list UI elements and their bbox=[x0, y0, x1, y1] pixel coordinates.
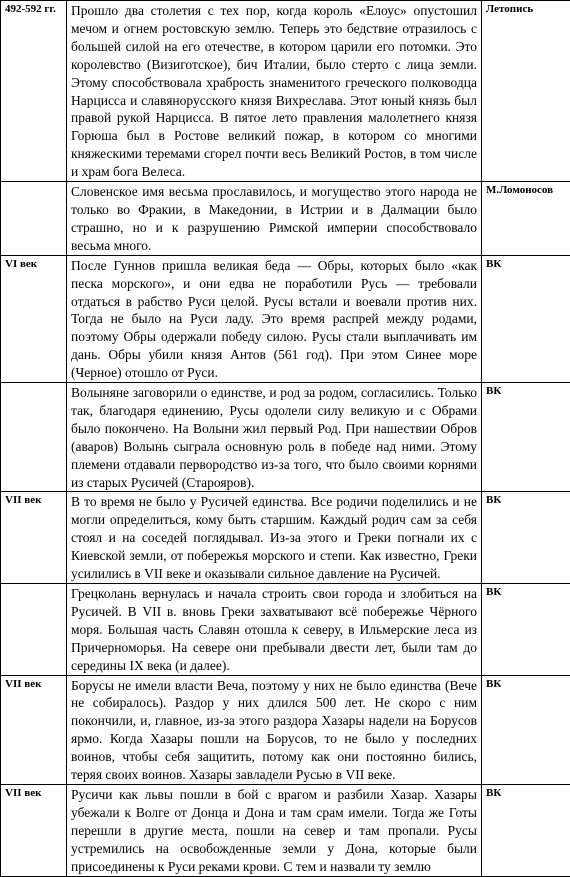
row-date: VII век bbox=[1, 675, 67, 784]
row-text: Грецколань вернулась и начала строить свои города и злобиться на Русичей. В VII в. вновь Греки захватывают всё побережье Чёрного моря. Большая часть Славян отошла к северу, в Ильмерские леса из Причерноморья. На севере они пребывали двести лет, были там до середины IX века (и далее). bbox=[67, 584, 482, 676]
row-text: Русичи как львы пошли в бой с врагом и разбили Хазар. Хазары убежали к Волге от Донца и Дона и там срам имели. Тогда же Готы перешли в другие места, пошли на север и там пропали. Русы устремились на освобожденные земли у Дона, которые были присоединены к Руси реками крови. С тем и назвали ту землю bbox=[67, 784, 482, 876]
row-text: В то время не было у Русичей единства. Все родичи поделились и не могли определиться, кому быть старшим. Каждый родич сам за себя стоял и на соседей поглядывал. Из-за этого и Греки погнали их с Киевской земли, от побережья морского и степи. Как известно, Греки усилились в VII веке и оказывали сильное давление на Русичей. bbox=[67, 492, 482, 584]
row-date bbox=[1, 182, 67, 256]
row-source: ВК bbox=[482, 784, 570, 876]
row-date bbox=[1, 383, 67, 492]
row-date bbox=[1, 584, 67, 676]
table-row bbox=[1, 675, 570, 784]
table-row bbox=[1, 383, 570, 492]
row-text: Прошло два столетия с тех пор, когда король «Елоус» опустошил мечом и огнем ростовскую землю. Теперь это бедствие отразилось с большей силой на его отечестве, в котором царили его потомки. Это королевство (Визиготское), бич Италии, было стерто с лица земли. Этому способствовала храбрость знаменитого греческого полководца Нарцисса и славянорусского князя Вихреслава. Этот юный князь был правой рукой Нарцисса. В пятое лето правления малолетнего князя Горюша был в Ростове великий пожар, в котором со многими княжескими теремами сгорел почти весь Великий Ростов, в том числе и храм бога Велеса. bbox=[67, 1, 482, 182]
row-source: М.Ломоносов bbox=[482, 182, 570, 256]
table-row bbox=[1, 182, 570, 256]
table-row bbox=[1, 1, 570, 182]
table-row bbox=[1, 255, 570, 382]
table-row bbox=[1, 784, 570, 876]
row-source: Летопись bbox=[482, 1, 570, 182]
row-source: ВК bbox=[482, 675, 570, 784]
row-date: VI век bbox=[1, 255, 67, 382]
table-row bbox=[1, 584, 570, 676]
row-text: После Гуннов пришла великая беда — Обры, которых было «как песка морского», и они едва не поработили Русь — требовали отдаться в рабство Руси целой. Русы встали и воевали против них. Тогда не было на Руси ладу. Это время распрей между родами, поэтому Обры одержали победу силою. Русы стали выплачивать им дань. Обры убили князя Антов (561 год). При этом Синее море (Черное) отошло от Руси. bbox=[67, 255, 482, 382]
row-date: 492-592 гг. bbox=[1, 1, 67, 182]
row-source: ВК bbox=[482, 492, 570, 584]
row-source: ВК bbox=[482, 383, 570, 492]
row-date: VII век bbox=[1, 492, 67, 584]
table-row bbox=[1, 492, 570, 584]
row-text: Словенское имя весьма прославилось, и могущество этого народа не только во Фракии, в Македонии, в Истрии и в Далмации было страшно, но и к разрушению Римской империи способствовало весьма много. bbox=[67, 182, 482, 256]
row-date: VII век bbox=[1, 784, 67, 876]
row-text: Волыняне заговорили о единстве, и род за родом, согласились. Только так, благодаря единению, Русы одолели силу великую и с Обрами было покончено. На Волыни жил первый Род. При нашествии Обров (аваров) Волынь сыграла основную роль в победе над ними. Этому племени отдавали первородство из-за того, что было своими корнями из старых Русичей (Старояров). bbox=[67, 383, 482, 492]
row-source: ВК bbox=[482, 584, 570, 676]
row-text: Борусы не имели власти Веча, поэтому у них не было единства (Вече не собиралось). Раздор у них длился 500 лет. Не скоро с ним покончили, и, главное, из-за этого раздора Хазары надели на Борусов ярмо. Когда Хазары пошли на Борусов, то не было у последних воинов, чтобы себя защитить, потому как они постоянно бились, теряя своих воинов. Хазары завладели Русью в VII веке. bbox=[67, 675, 482, 784]
row-source: ВК bbox=[482, 255, 570, 382]
